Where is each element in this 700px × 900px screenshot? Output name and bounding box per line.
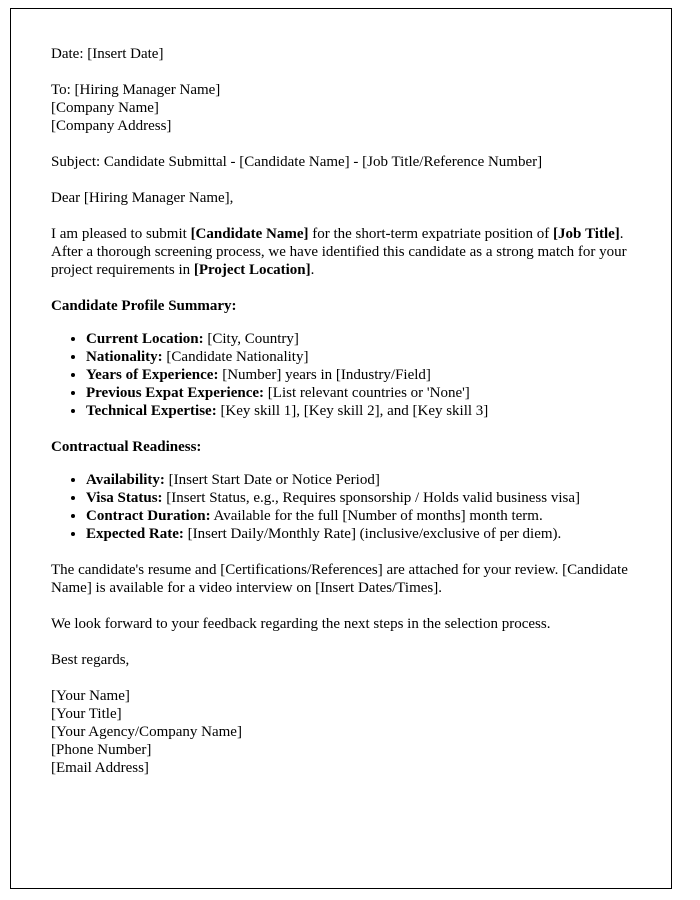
signature-email: [Email Address] (51, 760, 149, 776)
profile-summary-heading: Candidate Profile Summary: (51, 298, 237, 314)
readiness-item: • Visa Status: [Insert Status, e.g., Requires sponsorship / Holds valid business visa] (86, 489, 639, 507)
contractual-readiness-heading: Contractual Readiness: (51, 439, 202, 455)
contractual-readiness-list (51, 471, 639, 543)
readiness-item: • Contract Duration: Available for the full [Number of months] month term. (86, 507, 639, 525)
letter-content (11, 9, 671, 777)
profile-item: • Years of Experience: [Number] years in [Industry/Field] (86, 366, 639, 384)
recipient-block (51, 81, 639, 135)
subject-line: Subject: Candidate Submittal - [Candidate Name] - [Job Title/Reference Number] (51, 154, 543, 170)
profile-item: • Current Location: [City, Country] (86, 330, 639, 348)
readiness-item: • Expected Rate: [Insert Daily/Monthly Rate] (inclusive/exclusive of per diem). (86, 525, 639, 543)
signature-name: [Your Name] (51, 688, 130, 704)
signature-agency: [Your Agency/Company Name] (51, 724, 242, 740)
recipient-address-line: [Company Address] (51, 118, 172, 134)
intro-paragraph: I am pleased to submit [Candidate Name] for the short-term expatriate position of [Job Title]. After a thorough screening process, we have identified this candidate as a strong match for your project requirements in [Project Location]. (51, 226, 627, 278)
profile-summary-list (51, 330, 639, 420)
letter-sheet (10, 8, 672, 889)
attachments-paragraph: The candidate's resume and [Certifications/References] are attached for your review. [Candidate Name] is available for a video interview on [Insert Dates/Times]. (51, 562, 628, 596)
profile-item: • Technical Expertise: [Key skill 1], [Key skill 2], and [Key skill 3] (86, 402, 639, 420)
profile-item: • Nationality: [Candidate Nationality] (86, 348, 639, 366)
recipient-to-line: To: [Hiring Manager Name] (51, 82, 221, 98)
next-steps-paragraph: We look forward to your feedback regarding the next steps in the selection process. (51, 616, 551, 632)
readiness-item: • Availability: [Insert Start Date or Notice Period] (86, 471, 639, 489)
signature-block (51, 687, 639, 777)
signoff: Best regards, (51, 652, 130, 668)
recipient-company-line: [Company Name] (51, 100, 159, 116)
profile-item: • Previous Expat Experience: [List relevant countries or 'None'] (86, 384, 639, 402)
signature-phone: [Phone Number] (51, 742, 152, 758)
salutation: Dear [Hiring Manager Name], (51, 190, 234, 206)
signature-title: [Your Title] (51, 706, 122, 722)
date-line: Date: [Insert Date] (51, 46, 164, 62)
